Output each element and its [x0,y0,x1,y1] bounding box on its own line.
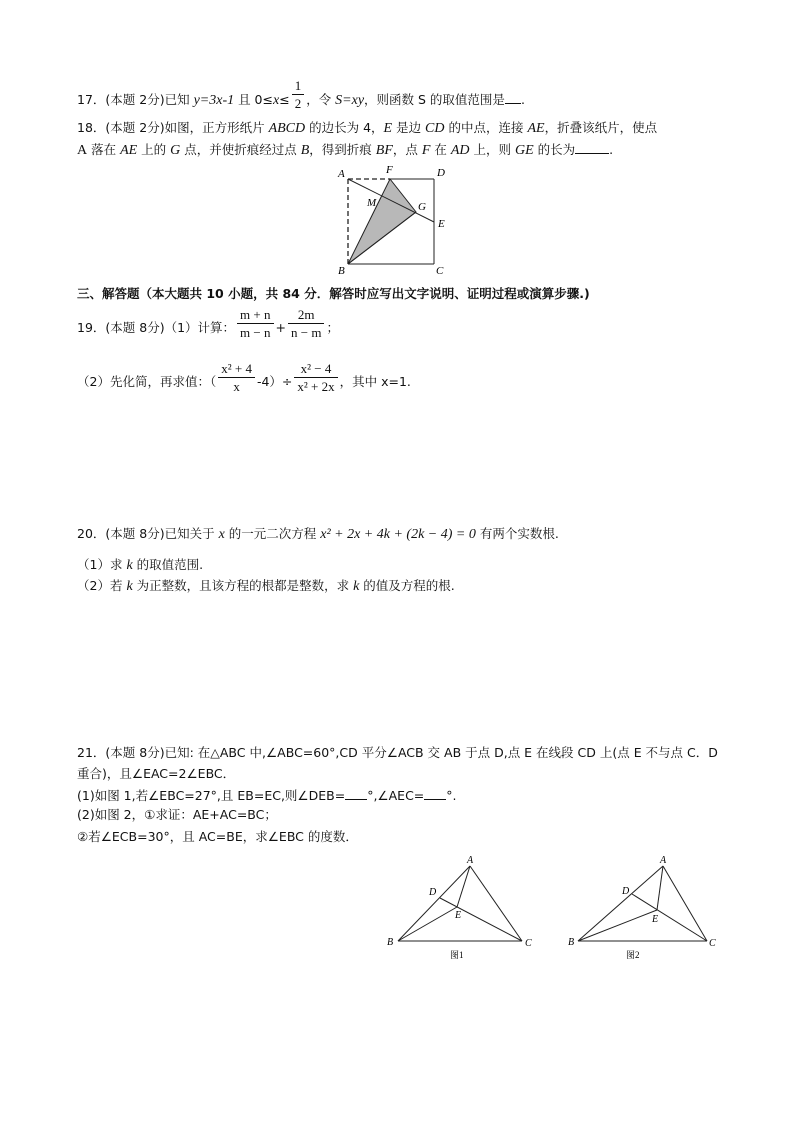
question-19-part-1: 19．(本题 8分)（1）计算： $\frac{m + n}{m - n}$ + $\frac{2m}{n - m}$ ； [77,307,339,340]
question-21-line-4: (2)如图 2，①求证：AE+AC=BC； [77,807,277,822]
q17-fraction: $\frac{1}{2}$ [292,77,305,112]
fig1-side-ba [398,866,470,941]
fig2-label-e: E [652,914,659,925]
fig2-label-c: C [709,938,716,949]
question-20: 20．(本题 8分)已知关于 x 的一元二次方程 x² + 2x + 4k + (2k − 4) = 0 有两个实数根. [77,526,559,542]
q19-fraction-1: $\frac{m + n}{m - n}$ [237,306,273,341]
q18-label-d: D [437,167,445,179]
fig1-label-d: D [429,887,437,898]
q21-blank-deb[interactable] [345,787,367,800]
q18-label-c: C [436,265,444,277]
q18-square-figure [334,162,464,277]
q18-folded-triangle [348,179,416,264]
q21-figure-2 [564,852,724,964]
fig1-segment-be [398,907,457,941]
q19-fraction-3: $\frac{\text{x² + 4}}{x}$ [218,360,255,395]
q18-label-a: A [338,168,345,180]
q18-label-f: F [386,164,393,176]
question-21-line-5: ②若∠ECB=30°，且 AC=BE，求∠EBC 的度数． [77,829,358,844]
question-20-part-1: （1）求 k 的取值范围. [77,557,204,573]
fig1-side-ac [470,866,522,941]
fig1-caption: 图1 [450,950,464,960]
q21-blank-aec[interactable] [424,787,446,800]
q17-equation-2: S=xy [335,93,365,108]
q17-le: ≤ [279,92,290,107]
q17-answer-blank[interactable] [505,91,521,104]
q17-suffix: ，则函数 S 的取值范围是 [364,92,505,107]
fig1-label-c: C [525,938,532,949]
q18-label-m: M [367,197,377,209]
q17-after-frac: ，令 [306,92,336,107]
q18-label-e: E [438,218,445,230]
q21-figure-1 [384,852,544,964]
fig2-caption: 图2 [626,950,640,960]
question-19-part-2: （2）先化简，再求值：（ $\frac{\text{x² + 4}}{x}$ -4）÷ $\frac{\text{x² − 4}}{\text{x² + 2x}}$ ，其中 x=1. [77,361,411,394]
section-3-title: 三、解答题（本大题共 10 小题，共 84 分．解答时应写出文字说明、证明过程或演算步骤.) [77,286,590,301]
q17-prefix: 17．(本题 2分)已知 [77,92,194,107]
fig1-label-e: E [455,910,462,921]
q18-answer-blank[interactable] [575,141,609,154]
q17-var-x: x [272,93,280,108]
q17-mid: 且 0≤ [234,92,273,107]
q19-fraction-4: $\frac{\text{x² − 4}}{\text{x² + 2x}}$ [294,360,337,395]
q18-label-g: G [418,201,426,213]
fig2-side-ac [663,866,707,941]
fig2-label-a: A [660,855,667,866]
q19-fraction-2: $\frac{2m}{n - m}$ [288,306,324,341]
q18-label-b: B [338,265,345,277]
fig2-segment-be [578,910,657,941]
question-18-line-1: 18．(本题 2分)如图，正方形纸片 ABCD 的边长为 4，E 是边 CD 的中点，连接 AE，折叠该纸片，使点 [77,120,658,136]
fig1-label-b: B [387,937,394,948]
question-21-line-1: 21．(本题 8分)已知: 在△ABC 中,∠ABC=60°,CD 平分∠ACB 交 AB 于点 D,点 E 在线段 CD 上(点 E 不与点 C．D [77,745,718,760]
fig1-label-a: A [467,855,474,866]
fig2-side-ba [578,866,663,941]
q20-equation: x² + 2x + 4k + (2k − 4) = 0 [320,527,476,542]
question-21-line-3: (1)如图 1,若∠EBC=27°,且 EB=EC,则∠DEB= °,∠AEC= °. [77,788,457,803]
fig2-segment-cd [632,894,707,941]
fig2-label-d: D [622,886,630,897]
fig1-segment-cd [440,898,522,941]
question-17: 17．(本题 2分)已知 y=3x-1 且 0≤x≤ $\frac{1}{2}$ ，令 S=xy，则函数 S 的取值范围是 . [77,78,525,111]
question-21-line-2: 重合)，且∠EAC=2∠EBC． [77,766,236,781]
fig2-label-b: B [568,937,575,948]
fig2-segment-ae [657,866,663,910]
question-18-line-2: A 落在 AE 上的 G 点，并使折痕经过点 B，得到折痕 BF，点 F 在 AD 上，则 GE 的长为 . [77,142,614,158]
question-20-part-2: （2）若 k 为正整数，且该方程的根都是整数，求 k 的值及方程的根. [77,578,455,594]
q17-equation-1: y=3x-1 [193,93,235,108]
